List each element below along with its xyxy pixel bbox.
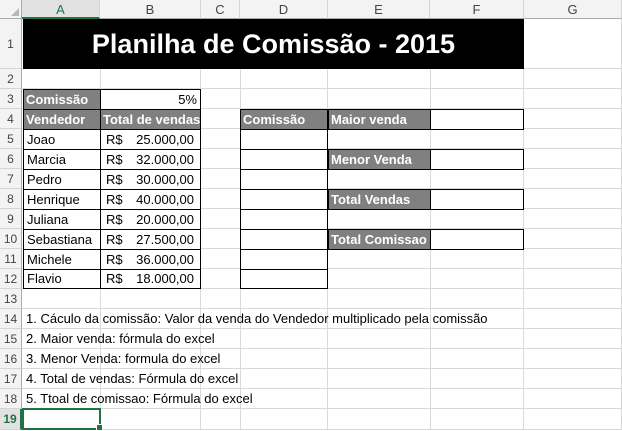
row-header-15[interactable]: 15 bbox=[0, 329, 22, 349]
total-vendas-label[interactable]: Total Vendas bbox=[328, 189, 431, 210]
note-line[interactable]: 4. Total de vendas: Fórmula do excel bbox=[26, 371, 239, 386]
column-header-a[interactable]: A bbox=[22, 0, 100, 19]
total-vendas-header-cell[interactable]: Total de vendas bbox=[100, 109, 201, 130]
column-header-d[interactable]: D bbox=[240, 0, 328, 19]
active-cell-selection[interactable] bbox=[22, 408, 101, 430]
seller-name-cell[interactable]: Juliana bbox=[23, 209, 101, 230]
column-header-b[interactable]: B bbox=[100, 0, 201, 19]
commission-rate-cell[interactable]: 5% bbox=[100, 89, 201, 110]
commission-label-cell[interactable]: Comissão bbox=[23, 89, 101, 110]
seller-name-cell[interactable]: Sebastiana bbox=[23, 229, 101, 250]
menor-venda-label[interactable]: Menor Venda bbox=[328, 149, 431, 170]
total-vendas-value[interactable] bbox=[430, 189, 524, 210]
seller-amount-cell[interactable] bbox=[100, 209, 201, 230]
note-line[interactable]: 3. Menor Venda: formula do excel bbox=[26, 351, 221, 366]
row-header-19[interactable]: 19 bbox=[0, 409, 22, 430]
column-header-c[interactable]: C bbox=[201, 0, 240, 19]
column-header-e[interactable]: E bbox=[328, 0, 430, 19]
comissao-result-cell[interactable] bbox=[240, 149, 328, 170]
vendedor-header-cell[interactable]: Vendedor bbox=[23, 109, 101, 130]
total-comissao-label[interactable]: Total Comissao bbox=[328, 229, 431, 250]
maior-venda-label[interactable]: Maior venda bbox=[328, 109, 431, 130]
amount-value: 30.000,00 bbox=[136, 172, 194, 187]
seller-name-cell[interactable]: Pedro bbox=[23, 169, 101, 190]
comissao-result-cell[interactable] bbox=[240, 129, 328, 150]
seller-name-cell[interactable]: Flavio bbox=[23, 269, 101, 289]
menor-venda-value[interactable] bbox=[430, 149, 524, 170]
comissao-result-cell[interactable] bbox=[240, 249, 328, 270]
currency-symbol: R$ bbox=[106, 212, 123, 227]
note-line[interactable]: 5. Ttoal de comissao: Fórmula do excel bbox=[26, 391, 253, 406]
seller-amount-cell[interactable] bbox=[100, 189, 201, 210]
maior-venda-value[interactable] bbox=[430, 109, 524, 130]
row-header-13[interactable]: 13 bbox=[0, 289, 22, 309]
comissao-result-cell[interactable] bbox=[240, 229, 328, 250]
currency-symbol: R$ bbox=[106, 271, 123, 286]
row-header-18[interactable]: 18 bbox=[0, 389, 22, 409]
seller-name-cell[interactable]: Henrique bbox=[23, 189, 101, 210]
amount-value: 25.000,00 bbox=[136, 132, 194, 147]
amount-value: 18.000,00 bbox=[136, 271, 194, 286]
row-header-6[interactable]: 6 bbox=[0, 149, 22, 169]
row-header-12[interactable]: 12 bbox=[0, 269, 22, 289]
seller-amount-cell[interactable] bbox=[100, 269, 201, 289]
seller-amount-cell[interactable] bbox=[100, 149, 201, 170]
select-all-triangle-icon bbox=[11, 8, 19, 16]
currency-symbol: R$ bbox=[106, 132, 123, 147]
currency-symbol: R$ bbox=[106, 172, 123, 187]
seller-name-cell[interactable]: Marcia bbox=[23, 149, 101, 170]
row-header-9[interactable]: 9 bbox=[0, 209, 22, 229]
comissao-result-cell[interactable] bbox=[240, 269, 328, 289]
currency-symbol: R$ bbox=[106, 192, 123, 207]
total-comissao-value[interactable] bbox=[430, 229, 524, 250]
seller-amount-cell[interactable] bbox=[100, 249, 201, 270]
seller-amount-cell[interactable] bbox=[100, 169, 201, 190]
sheet-title[interactable]: Planilha de Comissão - 2015 bbox=[23, 19, 524, 69]
currency-symbol: R$ bbox=[106, 232, 123, 247]
note-line[interactable]: 2. Maior venda: fórmula do excel bbox=[26, 331, 215, 346]
comissao-result-cell[interactable] bbox=[240, 189, 328, 210]
row-header-16[interactable]: 16 bbox=[0, 349, 22, 369]
amount-value: 36.000,00 bbox=[136, 252, 194, 267]
row-header-4[interactable]: 4 bbox=[0, 109, 22, 129]
note-line[interactable]: 1. Cáculo da comissão: Valor da venda do Vendedor multiplicado pela comissão bbox=[26, 311, 488, 326]
currency-symbol: R$ bbox=[106, 152, 123, 167]
comissao-result-cell[interactable] bbox=[240, 209, 328, 230]
comissao-column-header[interactable]: Comissão bbox=[240, 109, 328, 130]
row-header-11[interactable]: 11 bbox=[0, 249, 22, 269]
amount-value: 40.000,00 bbox=[136, 192, 194, 207]
amount-value: 32.000,00 bbox=[136, 152, 194, 167]
seller-name-cell[interactable]: Joao bbox=[23, 129, 101, 150]
row-header-7[interactable]: 7 bbox=[0, 169, 22, 189]
column-header-g[interactable]: G bbox=[524, 0, 622, 19]
amount-value: 27.500,00 bbox=[136, 232, 194, 247]
row-header-14[interactable]: 14 bbox=[0, 309, 22, 329]
row-header-17[interactable]: 17 bbox=[0, 369, 22, 389]
row-header-5[interactable]: 5 bbox=[0, 129, 22, 149]
amount-value: 20.000,00 bbox=[136, 212, 194, 227]
row-header-3[interactable]: 3 bbox=[0, 89, 22, 109]
seller-name-cell[interactable]: Michele bbox=[23, 249, 101, 270]
seller-amount-cell[interactable] bbox=[100, 129, 201, 150]
row-header-2[interactable]: 2 bbox=[0, 69, 22, 89]
row-header-8[interactable]: 8 bbox=[0, 189, 22, 209]
currency-symbol: R$ bbox=[106, 252, 123, 267]
column-header-f[interactable]: F bbox=[430, 0, 524, 19]
seller-amount-cell[interactable] bbox=[100, 229, 201, 250]
comissao-result-cell[interactable] bbox=[240, 169, 328, 190]
row-header-10[interactable]: 10 bbox=[0, 229, 22, 249]
row-header-1[interactable]: 1 bbox=[0, 19, 22, 69]
select-all-corner[interactable] bbox=[0, 0, 22, 19]
